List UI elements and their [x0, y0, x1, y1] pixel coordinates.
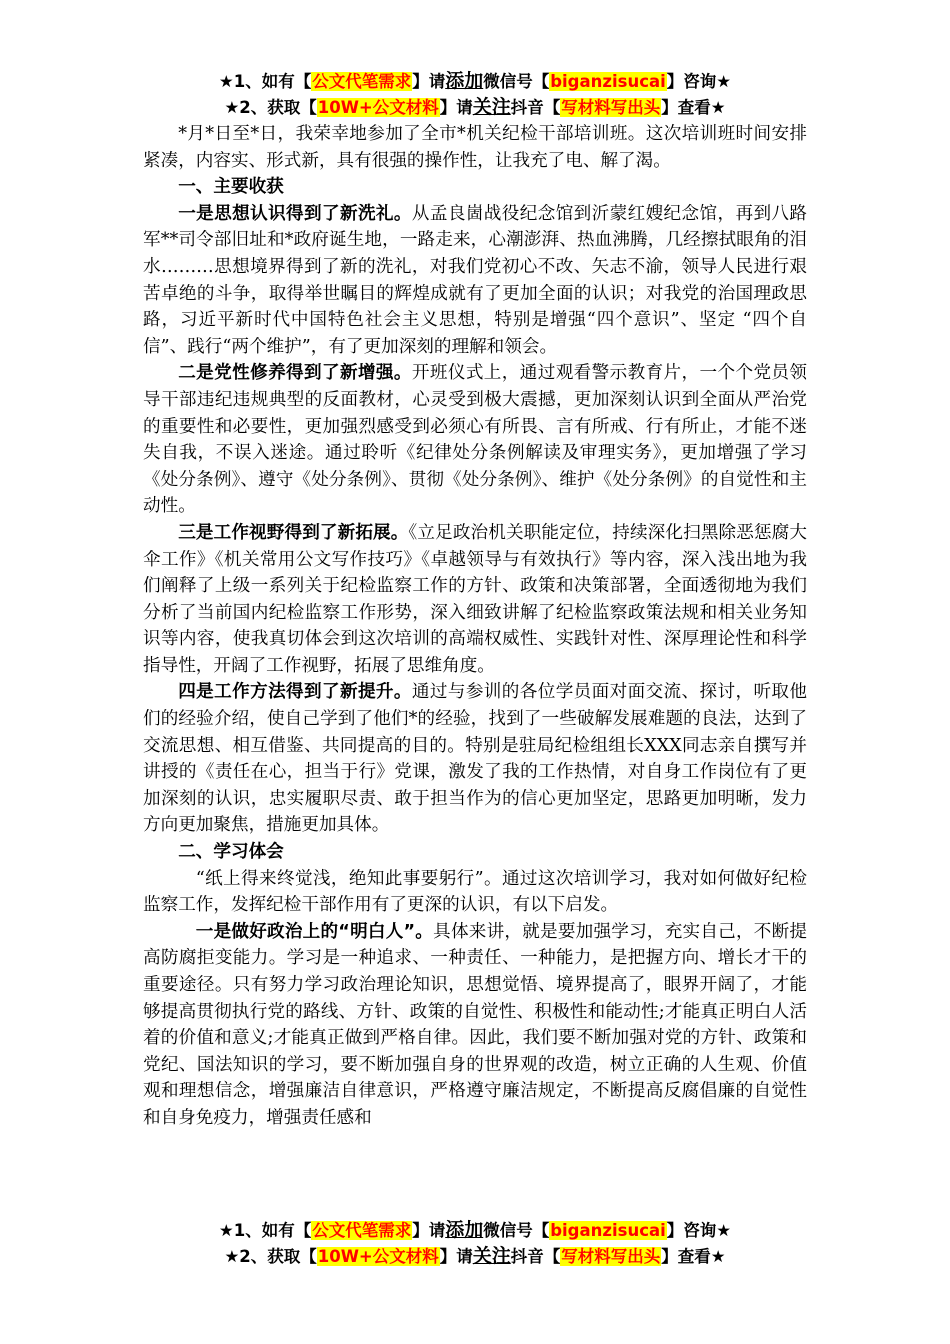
paragraph-vision: 三是工作视野得到了新拓展。《立足政治机关职能定位，持续深化扫黑除恶惩腐大伞工作》《机关常用公文写作技巧》《卓越领导与有效执行》等内容，深入浅出地为我们阐释了上级一系列关于纪检监察工作的方针、政策和决策部署，全面透彻地为我们分析了当前国内纪检监察工作形势，深入细致讲解了纪检监察政策法规和相关业务知识等内容，使我真切体会到这次培训的高端权威性、实践针对性、深厚理论性和科学指导性，开阔了工作视野，拓展了思维角度。 — [143, 522, 807, 676]
highlight-douyin-id: 写材料写出头 — [561, 98, 661, 117]
section-heading-1: 一、主要收获 — [178, 177, 284, 198]
highlight-materials: 10W+公文材料 — [317, 98, 439, 117]
banner-line-1: ★1、如有【公文代笔需求】请添加微信号【biganzisucai】咨询★ — [218, 70, 732, 92]
paragraph-thought: 一是思想认识得到了新洗礼。从孟良崮战役纪念馆到沂蒙红嫂纪念馆，再到八路军**司令部旧址和*政府诞生地，一路走来，心潮澎湃、热血沸腾，几经擦拭眼角的泪水………思想境界得到了新的洗礼，对我们党初心不改、矢志不渝，领导人民进行艰苦卓绝的斗争，取得举世瞩目的辉煌成就有了更加全面的认识；对我党的治国理政思路，习近平新时代中国特色社会主义思想，特别是增强“四个意识”、坚定 “四个自信”、践行“两个维护”，有了更加深刻的理解和领会。 — [143, 203, 807, 357]
quote-paragraph: “纸上得来终觉浅，绝知此事要躬行”。通过这次培训学习，我对如何做好纪检监察工作，发挥纪检干部作用有了更深的认识，有以下启发。 — [143, 868, 807, 916]
header-banner — [0, 68, 950, 120]
footer-highlight-douyin-id: 写材料写出头 — [561, 1247, 661, 1266]
intro-paragraph: *月*日至*日，我荣幸地参加了全市*机关纪检干部培训班。这次培训班时间安排紧凑，内容实、形式新，具有很强的操作性，让我充了电、解了渴。 — [143, 124, 807, 171]
footer-line-1: ★1、如有【公文代笔需求】请添加微信号【biganzisucai】咨询★ — [218, 1219, 732, 1241]
highlight-service: 公文代笔需求 — [312, 72, 412, 91]
footer-line-2: ★2、获取【10W+公文材料】请关注抖音【写材料写出头】查看★ — [224, 1245, 726, 1267]
banner-line-2: ★2、获取【10W+公文材料】请关注抖音【写材料写出头】查看★ — [224, 96, 726, 118]
document-body — [143, 121, 807, 1132]
highlight-wechat-id: biganzisucai — [550, 72, 666, 91]
footer-highlight-service: 公文代笔需求 — [312, 1221, 412, 1240]
footer-banner — [0, 1217, 950, 1269]
paragraph-methods: 四是工作方法得到了新提升。通过与参训的各位学员面对面交流、探讨，听取他们的经验介绍，使自己学到了他们*的经验，找到了一些破解发展难题的良法，达到了交流思想、相互借鉴、共同提高的目的。特别是驻局纪检组组长XXX同志亲自撰写并讲授的《责任在心，担当于行》党课，激发了我的工作热情，对自身工作岗位有了更加深刻的认识，忠实履职尽责、敢于担当作为的信心更加坚定，思路更加明晰，发力方向更加聚焦，措施更加具体。 — [143, 682, 807, 836]
paragraph-party-spirit: 二是党性修养得到了新增强。开班仪式上，通过观看警示教育片，一个个党员领导干部违纪违规典型的反面教材，心灵受到极大震撼，更加深刻认识到全面从严治党的重要性和必要性，更加强烈感受到必须心有所畏、言有所戒、行有所止，才能不迷失自我，不误入迷途。通过聆听《纪律处分条例解读及审理实务》，更加增强了学习《处分条例》、遵守《处分条例》、贯彻《处分条例》、维护《处分条例》的自觉性和主动性。 — [143, 363, 807, 517]
footer-highlight-wechat-id: biganzisucai — [550, 1221, 666, 1240]
section-heading-2: 二、学习体会 — [178, 842, 284, 863]
footer-highlight-materials: 10W+公文材料 — [317, 1247, 439, 1266]
paragraph-political: 一是做好政治上的“明白人”。具体来讲，就是要加强学习，充实自己，不断提高防腐拒变能力。学习是一种追求、一种责任、一种能力，是把握方向、增长才干的重要途径。只有努力学习政治理论知识，思想觉悟、境界提高了，眼界开阔了，才能够提高贯彻执行党的路线、方针、政策的自觉性、积极性和能动性;才能真正明白人活着的价值和意义;才能真正做到严格自律。因此，我们要不断加强对党的方针、政策和党纪、国法知识的学习，要不断加强自身的世界观的改造，树立正确的人生观、价值观和理想信念，增强廉洁自律意识，严格遵守廉洁规定，不断提高反腐倡廉的自觉性和自身免疫力，增强责任感和 — [143, 921, 807, 1128]
